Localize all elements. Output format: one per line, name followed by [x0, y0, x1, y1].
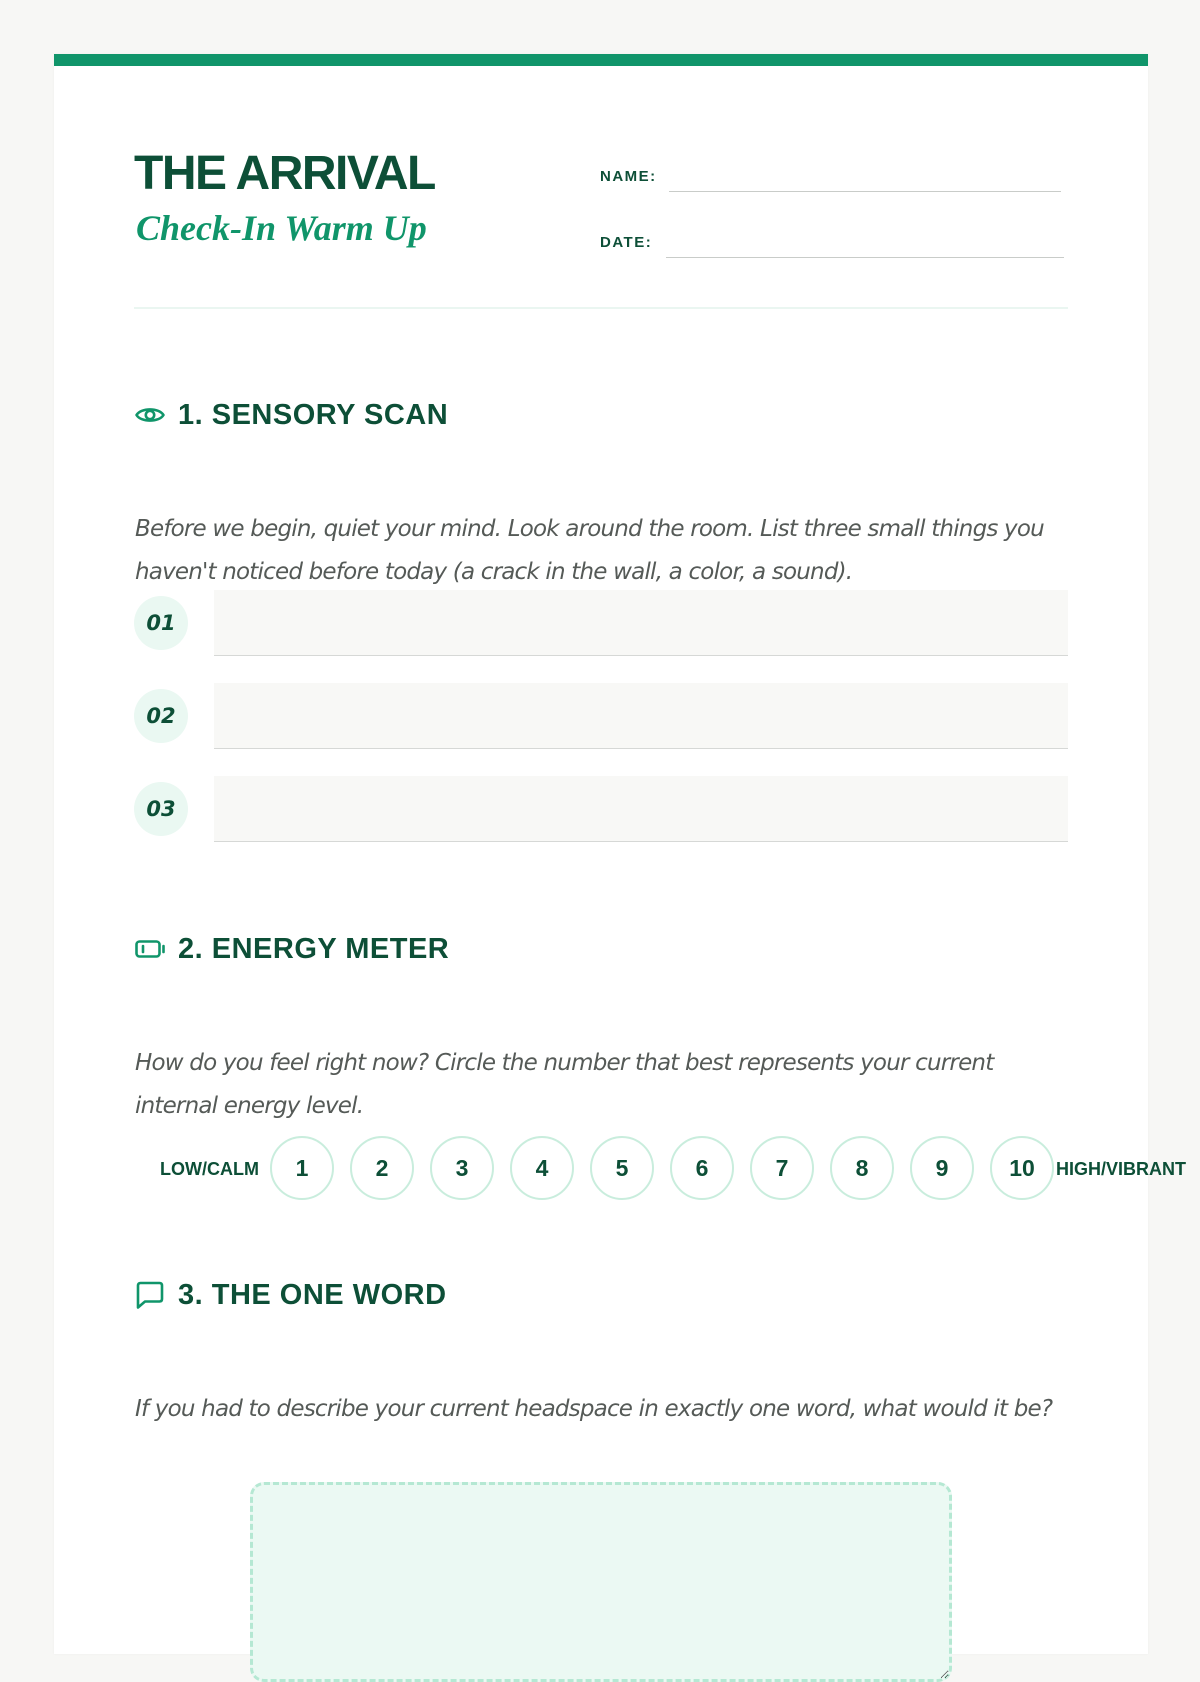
- worksheet: [54, 54, 1186, 1654]
- section-prompt: If you had to describe your current headspace in exactly one word, what would it be?: [135, 1396, 1053, 1422]
- date-label: DATE:: [600, 234, 653, 251]
- one-word-answer-box[interactable]: [250, 1482, 952, 1682]
- date-field[interactable]: [666, 232, 1064, 258]
- energy-option-6[interactable]: 6: [670, 1136, 734, 1200]
- battery-icon: [134, 933, 166, 965]
- section-prompt: How do you feel right now? Circle the number that best represents your current internal energy level.: [135, 1050, 994, 1119]
- answer-field[interactable]: [214, 590, 1068, 656]
- list-item: [134, 683, 1068, 749]
- page-title: THE ARRIVAL: [134, 147, 435, 200]
- list-item: [134, 590, 1068, 656]
- item-number: 03: [134, 782, 188, 836]
- name-field-row: [600, 166, 1061, 192]
- answer-field[interactable]: [214, 683, 1068, 749]
- page-subtitle: Check-In Warm Up: [136, 208, 427, 248]
- energy-option-1[interactable]: 1: [270, 1136, 334, 1200]
- item-number: 01: [134, 596, 188, 650]
- section-title: 1. SENSORY SCAN: [178, 398, 449, 431]
- item-number: 02: [134, 689, 188, 743]
- list-item: [134, 776, 1068, 842]
- energy-option-2[interactable]: 2: [350, 1136, 414, 1200]
- energy-option-10[interactable]: 10: [990, 1136, 1054, 1200]
- scale-high-label: HIGH/VIBRANT: [1056, 1159, 1186, 1179]
- name-field[interactable]: [669, 166, 1061, 192]
- section-heading-sensory-scan: [134, 399, 448, 431]
- scale-low-label: LOW/CALM: [160, 1159, 259, 1179]
- name-label: NAME:: [600, 168, 657, 185]
- message-square-icon: [134, 1279, 166, 1311]
- energy-option-7[interactable]: 7: [750, 1136, 814, 1200]
- eye-icon: [134, 399, 166, 431]
- section-title: 2. ENERGY METER: [178, 932, 450, 965]
- energy-option-5[interactable]: 5: [590, 1136, 654, 1200]
- energy-option-9[interactable]: 9: [910, 1136, 974, 1200]
- energy-option-4[interactable]: 4: [510, 1136, 574, 1200]
- energy-option-3[interactable]: 3: [430, 1136, 494, 1200]
- section-heading-one-word: [134, 1279, 447, 1311]
- energy-option-8[interactable]: 8: [830, 1136, 894, 1200]
- answer-field[interactable]: [214, 776, 1068, 842]
- section-prompt: Before we begin, quiet your mind. Look around the room. List three small things you haven't noticed before today (a crack in the wall, a color, a sound).: [135, 516, 1044, 585]
- section-heading-energy-meter: [134, 933, 449, 965]
- date-field-row: [600, 232, 1064, 258]
- section-title: 3. THE ONE WORD: [178, 1278, 447, 1311]
- header-divider: [134, 307, 1068, 309]
